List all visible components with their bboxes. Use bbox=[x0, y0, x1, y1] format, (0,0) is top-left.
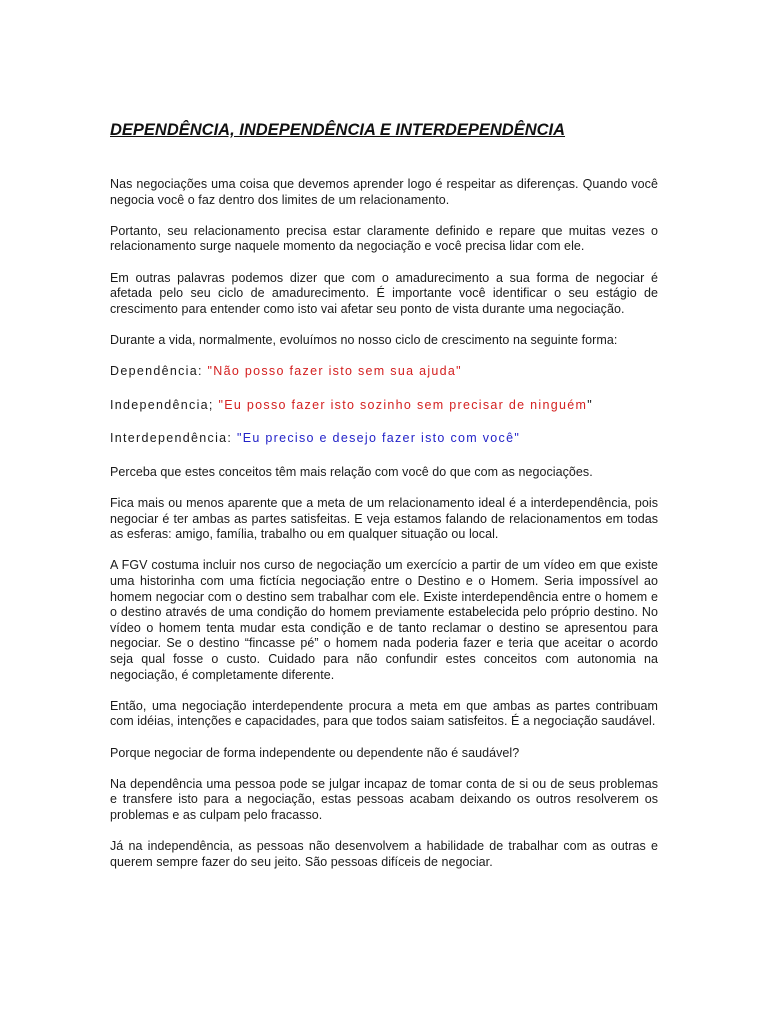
definition-term: Dependência: bbox=[110, 364, 203, 379]
paragraph: Portanto, seu relacionamento precisa estar claramente definido e repare que muitas vezes o relacionamento surge naquele momento da negociação e você precisa lidar com ele. bbox=[110, 223, 658, 254]
paragraph: Já na independência, as pessoas não desenvolvem a habilidade de trabalhar com as outras e querem sempre fazer do seu jeito. São pessoas difíceis de negociar. bbox=[110, 839, 658, 869]
document-page bbox=[110, 118, 658, 886]
paragraph: Na dependência uma pessoa pode se julgar incapaz de tomar conta de si ou de seus problemas e transfere isto para a negociação, estas pessoas acabam deixando os outros resolverem os problemas e as culpam pelo fracasso. bbox=[110, 776, 658, 822]
paragraph: Nas negociações uma coisa que devemos aprender logo é respeitar as diferenças. Quando você negocia você o faz dentro dos limites de um relacionamento. bbox=[110, 177, 658, 207]
definition-term: Interdependência: bbox=[110, 431, 233, 446]
definition-independencia bbox=[110, 398, 658, 414]
paragraph: Então, uma negociação interdependente procura a meta em que ambas as partes contribuam com idéias, intenções e capacidades, para que todos saiam satisfeitos. É a negociação saudável. bbox=[110, 698, 658, 729]
definition-term: Independência; bbox=[110, 397, 214, 412]
paragraph: Fica mais ou menos aparente que a meta de um relacionamento ideal é a interdependência, pois negociar é ter ambas as partes satisfeitas. E veja estamos falando de relacionamentos em todas as esferas: amigo, família, trabalho ou em qualquer situação ou local. bbox=[110, 496, 658, 542]
paragraph: Perceba que estes conceitos têm mais relação com você do que com as negociações. bbox=[110, 464, 593, 479]
definition-quote: "Eu posso fazer isto sozinho sem precisar de ninguém bbox=[218, 397, 588, 412]
definition-trail: " bbox=[587, 397, 593, 412]
paragraph: Porque negociar de forma independente ou dependente não é saudável? bbox=[110, 745, 520, 760]
definition-interdependencia bbox=[110, 431, 658, 447]
definition-quote: "Eu preciso e desejo fazer isto com você" bbox=[236, 431, 521, 446]
paragraph: Durante a vida, normalmente, evoluímos no nosso ciclo de crescimento na seguinte forma: bbox=[110, 332, 618, 347]
paragraph: Em outras palavras podemos dizer que com o amadurecimento a sua forma de negociar é afetada pelo seu ciclo de amadurecimento. É importante você identificar o seu estágio de crescimento para entender como isto vai afetar seu ponto de vista durante uma negociação. bbox=[110, 270, 658, 316]
document-title: DEPENDÊNCIA, INDEPENDÊNCIA E INTERDEPENDÊNCIA bbox=[110, 121, 566, 139]
paragraph: A FGV costuma incluir nos curso de negociação um exercício a partir de um vídeo em que existe uma historinha com uma fictícia negociação entre o Destino e o Homem. Seria impossível ao homem negociar com o destino sem trabalhar com ele. Existe interdependência entre o homem e o destino através de uma condição do homem previamente estabelecida pelo próprio destino. No vídeo o homem tenta mudar esta condição e de tanto reclamar o destino se apresentou para negociar. Se o destino “fincasse pé” o homem nada poderia fazer e teria que aceitar o acordo seja qual fosse o custo. Cuidado para não confundir estes conceitos com autonomia na negociação, é completamente diferente. bbox=[110, 558, 658, 682]
definition-quote: "Não posso fazer isto sem sua ajuda" bbox=[207, 364, 462, 379]
definition-dependencia bbox=[110, 364, 658, 380]
